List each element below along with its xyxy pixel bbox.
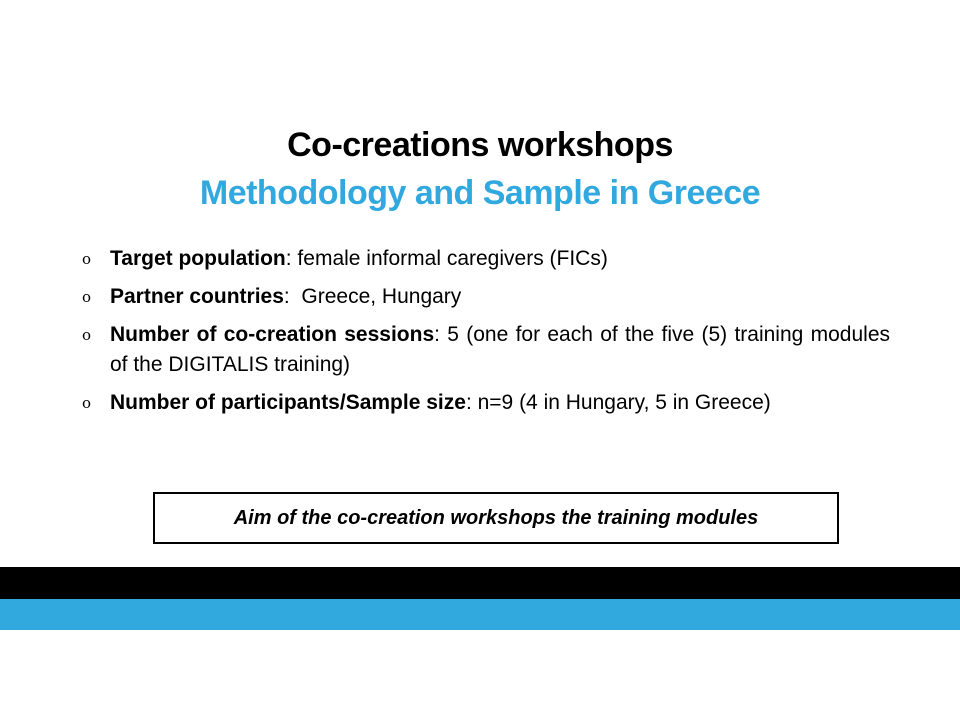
bullet-term: Partner countries [110,285,284,308]
bullet-term: Number of co-creation sessions [110,323,435,346]
bullet-partner-countries [82,282,890,312]
bullet-sessions [82,320,890,380]
slide-title: Co-creations workshops [287,126,673,164]
bullet-term: Target population [110,247,286,270]
slide-subtitle: Methodology and Sample in Greece [199,174,761,212]
bullet-text: : n=9 (4 in Hungary, 5 in Greece) [465,391,771,414]
bullet-sample-size [82,388,890,418]
footer-bar-black [0,567,960,599]
bullet-marker-icon: o [82,394,92,412]
bullet-text: : 5 (one for each of the five (5) training modules of the DIGITALIS training) [110,323,890,376]
footer-bar-blue [0,599,960,630]
bullet-marker-icon: o [82,288,92,306]
bullet-marker-icon: o [82,250,92,268]
bullet-list [82,244,890,426]
bullet-marker-icon: o [82,326,92,344]
bullet-target-population [82,244,890,274]
aim-box: Aim of the co-creation workshops the training modules [153,492,839,544]
bullet-term: Number of participants/Sample size [110,391,466,414]
bullet-text: : female informal caregivers (FICs) [285,247,608,270]
bullet-text: : Greece, Hungary [283,285,462,308]
